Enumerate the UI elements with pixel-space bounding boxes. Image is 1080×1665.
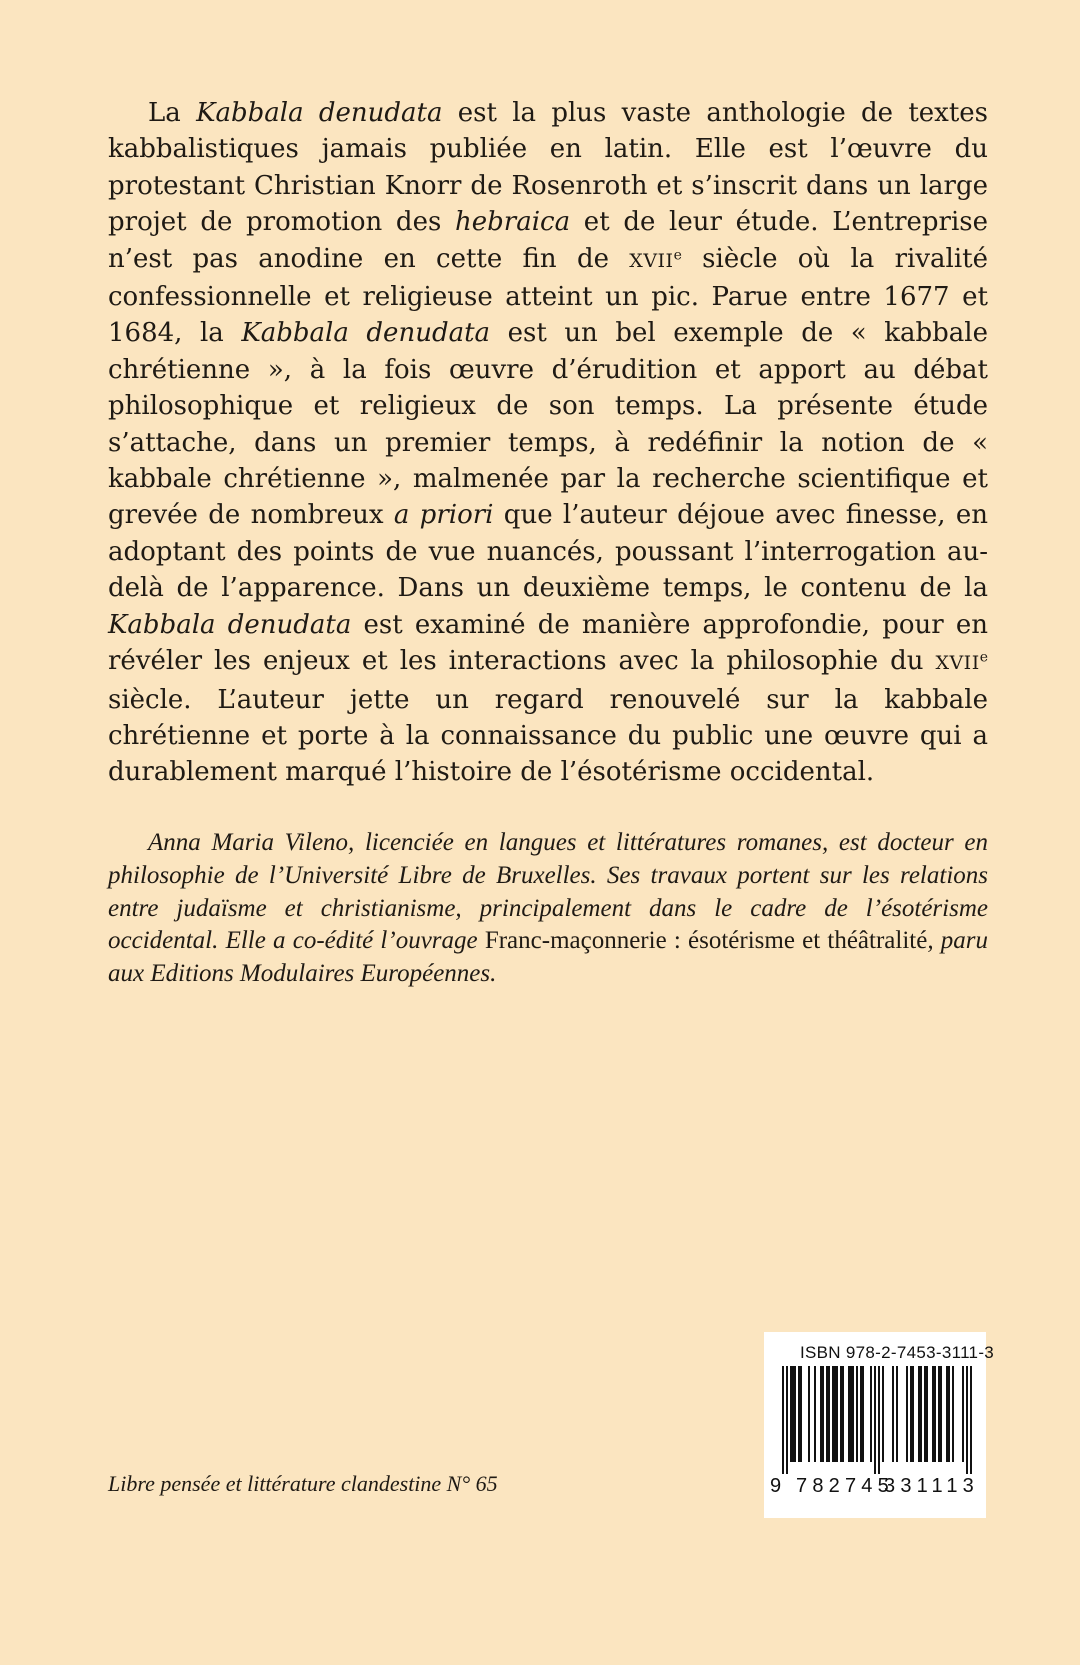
- summary-run: est un bel exemple de « kabbale chrétienne », à la fois œuvre d’érudition et apport au débat philosophique et religieux de son temps. La présente étude s’attache, dans un premier temps, à redéfinir la notion de « kabbale chrétienne », malmenée par la recherche scientifique et grevée de nombreux: [108, 318, 988, 531]
- barcode-bar: [794, 1366, 796, 1462]
- barcode-bar: [826, 1366, 828, 1462]
- barcode-bar: [918, 1366, 920, 1462]
- barcode-bar: [952, 1366, 954, 1462]
- barcode-bar: [828, 1366, 830, 1462]
- summary-run: e: [673, 247, 682, 264]
- ean-right-digits: 331113: [884, 1475, 979, 1497]
- barcode-bar: [798, 1366, 800, 1462]
- barcode-bar: [782, 1366, 784, 1474]
- summary-run: hebraica: [455, 207, 571, 238]
- barcode-bar: [860, 1366, 862, 1462]
- barcode-bar: [892, 1366, 894, 1462]
- barcode-bar: [970, 1366, 972, 1474]
- barcode-bar: [910, 1366, 912, 1462]
- ean-first-digit: 9: [770, 1475, 782, 1497]
- bio-run: Franc-maçonnerie : ésotérisme et théâtralité: [484, 927, 928, 955]
- summary-run: Kabbala denudata: [196, 98, 443, 128]
- barcode-bar: [912, 1366, 914, 1462]
- barcode-bar: [962, 1366, 964, 1462]
- barcode-bar: [932, 1366, 934, 1462]
- barcode-bar: [834, 1366, 836, 1462]
- barcode-bar: [940, 1366, 942, 1462]
- barcode-bar: [948, 1366, 950, 1462]
- barcode-bar: [874, 1366, 876, 1474]
- barcode-bar: [924, 1366, 926, 1462]
- barcode-bar: [800, 1366, 802, 1462]
- barcode-bar: [836, 1366, 838, 1462]
- summary-run: XVIIe: [935, 649, 988, 675]
- barcode-bar: [814, 1366, 816, 1462]
- barcode-bar: [792, 1366, 794, 1462]
- summary-run: siècle. L’auteur jette un regard renouvelé sur la kabbale chrétienne et porte à la connaissance du public une œuvre qui a durablement marqué l’histoire de l’ésotérisme occidental.: [108, 684, 988, 788]
- barcode-bar: [896, 1366, 898, 1462]
- isbn-label: ISBN 978-2-7453-3111-3: [800, 1343, 995, 1362]
- barcode-bar: [840, 1366, 842, 1462]
- ean-left-digits: 782745: [796, 1475, 894, 1497]
- barcode-bar: [882, 1366, 884, 1462]
- barcode-bar: [862, 1366, 864, 1462]
- barcode-bar: [926, 1366, 928, 1462]
- barcode-bar: [848, 1366, 850, 1462]
- barcode-bar: [878, 1366, 880, 1474]
- summary-run: XVIIe: [629, 247, 682, 272]
- summary-run: est la plus vaste anthologie de textes kabbalistiques jamais publiée en latin. Elle est l’œuvre du protestant Christian Knorr de Rosenroth et s’inscrit dans un large projet de promotion des: [108, 98, 989, 238]
- summary-paragraph: [108, 95, 988, 791]
- summary-run: Kabbala denudata: [241, 318, 491, 349]
- barcode-bar: [822, 1366, 824, 1462]
- barcode-bar: [820, 1366, 822, 1462]
- barcode-bar: [934, 1366, 936, 1462]
- barcode-bar: [906, 1366, 908, 1462]
- series-title: Libre pensée et littérature clandestine N° 65: [108, 1471, 498, 1496]
- summary-run: et de leur étude. L’entreprise n’est pas anodine en cette fin de: [108, 207, 989, 274]
- summary-run: que l’auteur déjoue avec finesse, en adoptant des points de vue nuancés, poussant l’interrogation au-delà de l’apparence. Dans un deuxième temps, le contenu de la: [108, 500, 989, 604]
- summary-run: a priori: [393, 500, 494, 531]
- barcode-bar: [870, 1366, 872, 1462]
- barcode: [770, 1366, 982, 1476]
- bio-run: Anna Maria Vileno, licenciée en langues et littératures romanes, est docteur en philosophie de l’Université Libre de Bruxelles. Ses travaux portent sur les relations entre judaïsme et christianisme, principalement dans le cadre de l’ésotérisme occidental. Elle a co-édité l’ouvrage: [108, 829, 988, 955]
- barcode-bar: [790, 1366, 792, 1462]
- barcode-bar: [832, 1366, 834, 1462]
- barcode-bar: [946, 1366, 948, 1462]
- barcode-bar: [966, 1366, 968, 1474]
- barcode-bar: [938, 1366, 940, 1462]
- summary-run: est examiné de manière approfondie, pour en révéler les enjeux et les interactions avec la philosophie du: [108, 609, 988, 677]
- barcode-bar: [786, 1366, 788, 1474]
- bio-run: , paru aux Editions Modulaires Européennes.: [108, 927, 988, 988]
- summary-run: siècle où la rivalité confessionnelle et religieuse atteint un pic. Parue entre 1677 et 1684, la: [108, 243, 989, 349]
- summary-run: e: [979, 649, 988, 666]
- barcode-bar: [856, 1366, 858, 1462]
- summary-run: Kabbala denudata: [108, 609, 352, 640]
- barcode-bar: [842, 1366, 844, 1462]
- summary-run: La: [148, 98, 197, 128]
- author-bio-paragraph: [108, 827, 988, 991]
- barcode-bar: [920, 1366, 922, 1462]
- barcode-bar: [850, 1366, 852, 1462]
- barcode-bar: [852, 1366, 854, 1462]
- barcode-bar: [808, 1366, 810, 1462]
